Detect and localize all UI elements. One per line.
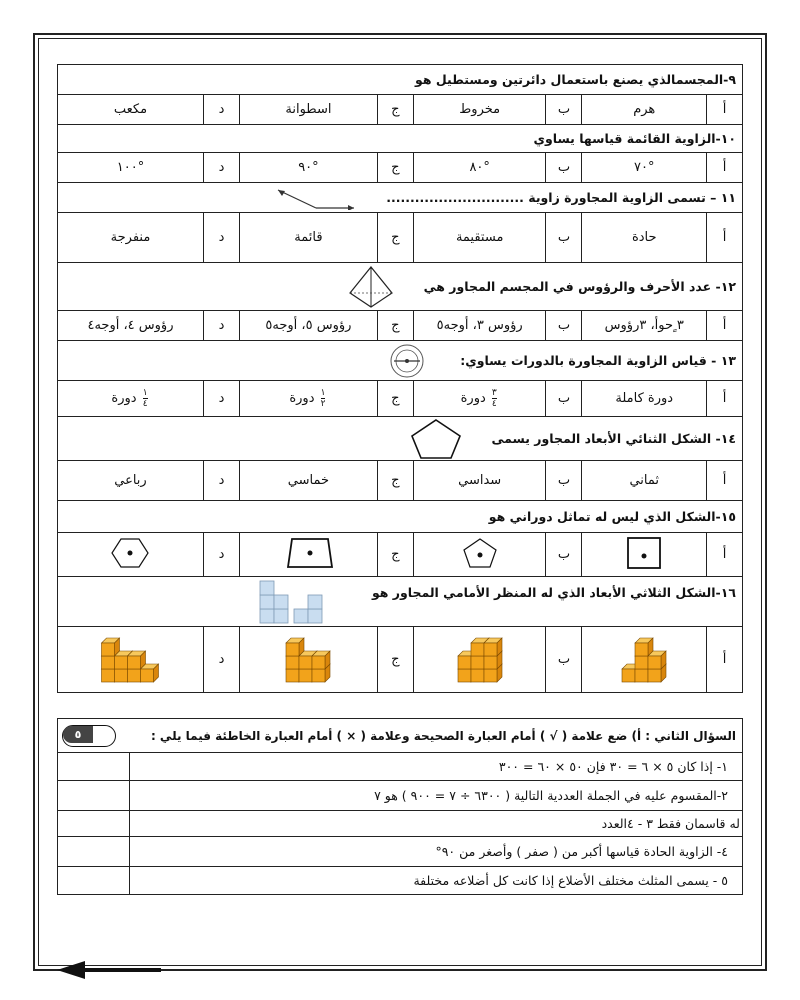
tf-statement: ٥ - يسمى المثلث مختلف الأضلاع إذا كانت كل أضلاعه مختلفة — [130, 867, 743, 895]
question-15: ١٥-الشكل الذي ليس له تماثل دوراني هو — [58, 501, 743, 533]
q10-option-c[interactable]: °٩٠ — [239, 153, 377, 183]
tf-answer-box[interactable] — [58, 781, 130, 811]
q15-letter-b: ب — [546, 533, 582, 577]
tf-answer-box[interactable] — [58, 753, 130, 781]
front-view-figure — [256, 579, 342, 625]
q15-option-a[interactable] — [582, 533, 707, 577]
question-11-cell — [58, 183, 743, 213]
tf-statement: له قاسمان فقط ٣ - ٤العدد — [130, 811, 743, 837]
full-turn-angle-figure — [384, 342, 430, 380]
q14-options — [58, 461, 743, 501]
q9-option-c[interactable]: اسطوانة — [239, 95, 377, 125]
tf-row — [58, 811, 743, 837]
cube — [484, 638, 502, 656]
q11-letter-b: ب — [546, 213, 582, 263]
q12-letter-b: ب — [546, 311, 582, 341]
q16-letter-c: ج — [377, 627, 413, 693]
tf-statement: ٤- الزاوية الحادة قياسها أكبر من ( صفر ) وأصغر من ٩٠° — [130, 837, 743, 867]
q16-letter-b: ب — [546, 627, 582, 693]
cube-stack-icon — [263, 630, 353, 686]
question-13-cell — [58, 341, 743, 381]
q14-option-a[interactable]: ثماني — [582, 461, 707, 501]
q13-c-fraction: $\frac{١}{٢}$ — [320, 388, 326, 409]
q13-letter-b: ب — [546, 381, 582, 417]
q13-b-fraction: $\frac{٣}{٤}$ — [491, 388, 497, 409]
hexagon-with-dot-icon — [104, 536, 156, 570]
question-14-cell — [58, 417, 743, 461]
front-view-square — [294, 609, 308, 623]
tf-row — [58, 837, 743, 867]
q14-letter-a: أ — [707, 461, 743, 501]
q16-letter-d: د — [203, 627, 239, 693]
q16-options — [58, 627, 743, 693]
q9-letter-b: ب — [546, 95, 582, 125]
score-value: ٥ — [63, 726, 93, 743]
q12-option-c[interactable]: رؤوس ٥، أوجه٥ — [239, 311, 377, 341]
q13-d-fraction: $\frac{١}{٤}$ — [142, 388, 148, 409]
q11-letter-a: أ — [707, 213, 743, 263]
q9-letter-a: أ — [707, 95, 743, 125]
q9-option-a[interactable]: هرم — [582, 95, 707, 125]
q13-letter-c: ج — [377, 381, 413, 417]
q11-option-a[interactable]: حادة — [582, 213, 707, 263]
q15-option-c[interactable] — [239, 533, 377, 577]
question-12: ١٢- عدد الأحرف والرؤوس في المجسم المجاور هي — [423, 279, 736, 294]
q10-letter-d: د — [203, 153, 239, 183]
front-view-square — [274, 609, 288, 623]
q9-option-b[interactable]: مخروط — [413, 95, 546, 125]
front-view-square — [260, 595, 274, 609]
q13-letter-a: أ — [707, 381, 743, 417]
q12-option-b[interactable]: رؤوس ٣، أوجه٥ — [413, 311, 546, 341]
q15-letter-d: د — [203, 533, 239, 577]
q16-option-b[interactable] — [413, 627, 546, 693]
q16-option-d[interactable] — [58, 627, 204, 693]
q12-letter-c: ج — [377, 311, 413, 341]
q15-option-b[interactable] — [413, 533, 546, 577]
q12-options — [58, 311, 743, 341]
front-view-square — [274, 595, 288, 609]
q14-option-d[interactable]: رباعي — [58, 461, 204, 501]
q11-letter-d: د — [203, 213, 239, 263]
tf-statement: ١- إذا كان ٥ × ٦ = ٣٠ فإن ٥٠ × ٦٠ = ٣٠٠ — [130, 753, 743, 781]
q10-option-d[interactable]: °١٠٠ — [58, 153, 204, 183]
cube-stack-icon — [604, 630, 684, 686]
q12-option-d[interactable]: رؤوس ٤، أوجه٤ — [58, 311, 204, 341]
q11-options — [58, 213, 743, 263]
question-12-cell — [58, 263, 743, 311]
square-with-dot-icon — [618, 536, 670, 570]
q14-letter-c: ج — [377, 461, 413, 501]
q14-letter-d: د — [203, 461, 239, 501]
cube — [648, 651, 666, 669]
tf-statement: ٢-المقسوم عليه في الجملة العددية التالية ( ٦٣٠٠ ÷ ٧ = ٩٠٠ ) هو ٧ — [130, 781, 743, 811]
q10-letter-c: ج — [377, 153, 413, 183]
question-11: ١١ – تسمى الزاوية المجاورة زاوية ............................. — [386, 190, 736, 205]
q15-options — [58, 533, 743, 577]
tf-row — [58, 867, 743, 895]
q10-letter-b: ب — [546, 153, 582, 183]
q9-option-d[interactable]: مكعب — [58, 95, 204, 125]
q10-option-a[interactable]: °٧٠ — [582, 153, 707, 183]
front-view-square — [308, 595, 322, 609]
question-16: ١٦-الشكل الثلاثي الأبعاد الذي له المنظر الأمامي المجاور هو — [371, 584, 736, 600]
q10-options — [58, 153, 743, 183]
q11-option-d[interactable]: منفرجة — [58, 213, 204, 263]
question-10: ١٠-الزاوية القائمة قياسها يساوي — [58, 125, 743, 153]
q13-options — [58, 381, 743, 417]
q13-option-b[interactable]: $\frac{٣}{٤}$ دورة — [413, 381, 546, 417]
q16-option-c[interactable] — [239, 627, 377, 693]
multiple-choice-table — [57, 64, 743, 693]
q9-options — [58, 95, 743, 125]
cube-stack-icon — [440, 630, 520, 686]
q15-letter-a: أ — [707, 533, 743, 577]
q14-letter-b: ب — [546, 461, 582, 501]
front-view-square — [308, 609, 322, 623]
q11-option-b[interactable]: مستقيمة — [413, 213, 546, 263]
q13-letter-d: د — [203, 381, 239, 417]
q16-option-a[interactable] — [582, 627, 707, 693]
q9-letter-c: ج — [377, 95, 413, 125]
q13-option-a[interactable]: دورة كاملة — [582, 381, 707, 417]
q13-option-d[interactable]: $\frac{١}{٤}$ دورة — [58, 381, 204, 417]
front-view-square — [260, 581, 274, 595]
question-16-cell — [58, 577, 743, 627]
trapezoid-with-dot-icon — [278, 536, 338, 570]
tf-answer-box[interactable] — [58, 867, 130, 895]
section-2-header: السؤال الثاني : أ) ضع علامة ( √ ) أمام العبارة الصحيحة وعلامة ( × ) أمام العبارة الخاطئة فيما يلي : — [58, 719, 743, 753]
question-9: ٩-المجسمالذي يصنع باستعمال دائرتين ومستطيل هو — [58, 65, 743, 95]
q10-letter-a: أ — [707, 153, 743, 183]
true-false-table — [57, 718, 743, 895]
q12-letter-a: أ — [707, 311, 743, 341]
question-14: ١٤- الشكل الثنائي الأبعاد المجاور يسمى — [491, 431, 736, 446]
q10-option-b[interactable]: °٨٠ — [413, 153, 546, 183]
q14-option-b[interactable]: سداسي — [413, 461, 546, 501]
obtuse-angle-figure — [276, 186, 356, 210]
tf-row — [58, 781, 743, 811]
tf-answer-box[interactable] — [58, 811, 130, 837]
q12-option-a[interactable]: ٣ ٍحوأ، ٣رؤوس — [582, 311, 707, 341]
question-13: ١٣ - قياس الزاوية المجاورة بالدورات يساوي: — [460, 353, 736, 368]
q15-letter-c: ج — [377, 533, 413, 577]
q9-letter-d: د — [203, 95, 239, 125]
q14-option-c[interactable]: خماسي — [239, 461, 377, 501]
tf-answer-box[interactable] — [58, 837, 130, 867]
q16-letter-a: أ — [707, 627, 743, 693]
pyramid-figure — [348, 265, 394, 309]
pentagon-figure — [410, 418, 462, 460]
q11-option-c[interactable]: قائمة — [239, 213, 377, 263]
pentagon-with-dot-icon — [454, 536, 506, 570]
q12-letter-d: د — [203, 311, 239, 341]
cube-stack-icon — [82, 630, 178, 686]
cube — [141, 664, 159, 682]
q11-letter-c: ج — [377, 213, 413, 263]
front-view-square — [260, 609, 274, 623]
cube — [312, 651, 330, 669]
q15-option-d[interactable] — [58, 533, 204, 577]
q13-option-c[interactable]: $\frac{١}{٢}$ دورة — [239, 381, 377, 417]
next-page-arrow-icon[interactable] — [55, 958, 165, 982]
score-badge — [62, 725, 116, 747]
tf-row — [58, 753, 743, 781]
